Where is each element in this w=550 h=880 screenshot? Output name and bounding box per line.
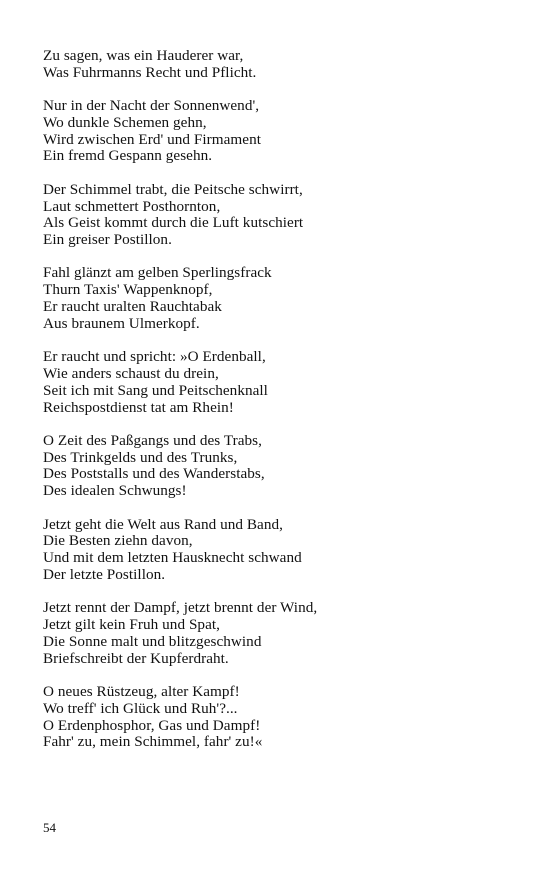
- verse-line: Ein fremd Gespann gesehn.: [43, 147, 213, 165]
- stanza: [43, 684, 523, 751]
- verse-line: Fahr' zu, mein Schimmel, fahr' zu!«: [43, 733, 263, 751]
- verse-line: O Zeit des Paßgangs und des Trabs,: [43, 431, 262, 449]
- verse-line: Thurn Taxis' Wappenknopf,: [43, 281, 213, 299]
- verse-line: Des idealen Schwungs!: [43, 482, 187, 500]
- verse-line: Der letzte Postillon.: [43, 565, 166, 583]
- stanza: [43, 182, 523, 249]
- stanza: [43, 517, 523, 584]
- verse-line: Und mit dem letzten Hausknecht schwand: [43, 549, 302, 567]
- page-number: 54: [43, 820, 56, 835]
- verse-line: Er raucht uralten Rauchtabak: [43, 298, 222, 316]
- verse-line: O Erdenphosphor, Gas und Dampf!: [43, 716, 261, 734]
- verse-line: Briefschreibt der Kupferdraht.: [43, 649, 229, 667]
- stanza: [43, 433, 523, 500]
- verse-line: Was Fuhrmanns Recht und Pflicht.: [43, 63, 257, 81]
- verse-line: Seit ich mit Sang und Peitschenknall: [43, 381, 268, 399]
- verse-line: Als Geist kommt durch die Luft kutschiert: [43, 214, 304, 232]
- verse-line: Wo dunkle Schemen gehn,: [43, 113, 207, 131]
- verse-line: Reichspostdienst tat am Rhein!: [43, 398, 234, 416]
- verse-line: Zu sagen, was ein Hauderer war,: [43, 47, 244, 64]
- stanza: [43, 48, 523, 82]
- verse-line: Nur in der Nacht der Sonnenwend',: [43, 97, 260, 115]
- stanza: [43, 600, 523, 667]
- stanza: [43, 349, 523, 416]
- verse-line: Jetzt gilt kein Fruh und Spat,: [43, 616, 220, 634]
- verse-line: Jetzt geht die Welt aus Rand und Band,: [43, 515, 283, 533]
- verse-line: Aus braunem Ulmerkopf.: [43, 314, 200, 332]
- verse-line: Ein greiser Postillon.: [43, 231, 172, 249]
- stanza: [43, 265, 523, 332]
- verse-line: Die Besten ziehn davon,: [43, 532, 193, 550]
- verse-line: O neues Rüstzeug, alter Kampf!: [43, 682, 240, 700]
- poem-text: [43, 48, 523, 768]
- verse-line: Die Sonne malt und blitzgeschwind: [43, 632, 262, 650]
- verse-line: Wie anders schaust du drein,: [43, 364, 219, 382]
- verse-line: Der Schimmel trabt, die Peitsche schwirrt,: [43, 180, 303, 198]
- verse-line: Laut schmettert Posthornton,: [43, 197, 221, 215]
- verse-line: Des Poststalls und des Wanderstabs,: [43, 465, 265, 483]
- verse-line: Jetzt rennt der Dampf, jetzt brennt der Wind,: [43, 599, 318, 617]
- stanza: [43, 98, 523, 165]
- verse-line: Fahl glänzt am gelben Sperlingsfrack: [43, 264, 272, 282]
- verse-line: Wo treff' ich Glück und Ruh'?...: [43, 699, 238, 717]
- verse-line: Er raucht und spricht: »O Erdenball,: [43, 348, 266, 366]
- verse-line: Wird zwischen Erd' und Firmament: [43, 130, 261, 148]
- verse-line: Des Trinkgelds und des Trunks,: [43, 448, 238, 466]
